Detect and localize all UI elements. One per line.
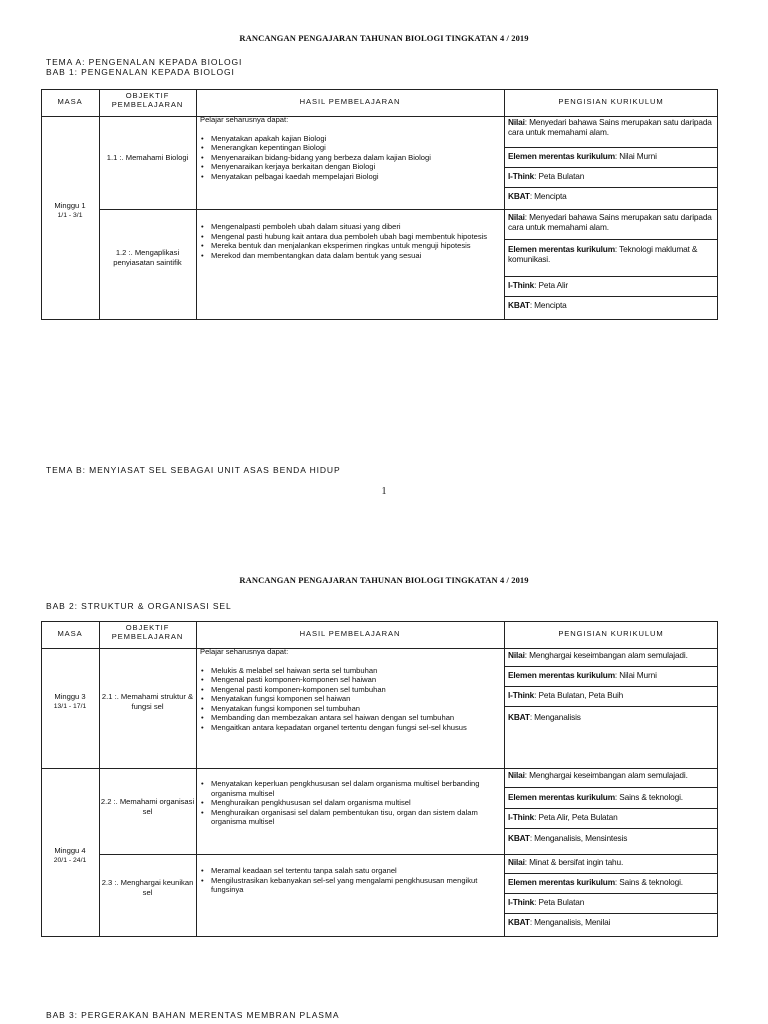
- kur-nilai: Nilai: Menyedari bahawa Sains merupakan satu daripada cara untuk memahami alam.: [508, 212, 712, 233]
- kur-elemen: Elemen merentas kurikulum: Teknologi maklumat & komunikasi.: [508, 244, 698, 265]
- objective-1-2: 1.2 :. Mengaplikasi penyiasatan saintifik: [113, 248, 182, 267]
- kur-nilai: Nilai: Menghargai keseimbangan alam semulajadi.: [508, 770, 688, 780]
- outcome-item: • Menyatakan fungsi komponen sel tumbuhan: [200, 704, 500, 714]
- outcomes-2-3: [200, 866, 500, 895]
- outcome-item: • Melukis & melabel sel haiwan serta sel tumbuhan: [200, 666, 500, 676]
- header-objektif: OBJEKTIF PEMBELAJARAN: [111, 91, 184, 109]
- page2-bab-heading: BAB 2: STRUKTUR & ORGANISASI SEL: [46, 601, 232, 611]
- week-label: Minggu 1: [54, 201, 86, 210]
- week-label: Minggu 3: [54, 692, 86, 701]
- header-pengisian: PENGISIAN KURIKULUM: [558, 97, 664, 106]
- kur-elemen: Elemen merentas kurikulum: Sains & teknologi.: [508, 877, 683, 887]
- outcome-item: • Mengenal pasti komponen-komponen sel haiwan: [200, 675, 500, 685]
- objective-2-3: 2.3 :. Menghargai keunikan sel: [101, 878, 194, 897]
- outcome-item: • Menghuraikan pengkhususan sel dalam organisma multisel: [200, 798, 500, 808]
- header-hasil: HASIL PEMBELAJARAN: [299, 629, 401, 638]
- objective-2-2: 2.2 :. Memahami organisasi sel: [100, 797, 195, 816]
- page2-bab-next: BAB 3: PERGERAKAN BAHAN MERENTAS MEMBRAN PLASMA: [46, 1010, 340, 1020]
- kur-nilai: Nilai: Minat & bersifat ingin tahu.: [508, 857, 624, 867]
- outcome-item: • Menghuraikan organisasi sel dalam pembentukan tisu, organ dan sistem dalam organisma multisel: [200, 808, 500, 827]
- outcomes-1-1: [200, 115, 500, 181]
- kur-kbat: KBAT: Menganalisis: [508, 712, 581, 722]
- objective-2-1: 2.1 :. Memahami struktur & fungsi sel: [101, 692, 194, 711]
- outcome-item: • Menyatakan apakah kajian Biologi: [200, 134, 500, 144]
- kur-nilai: Nilai: Menghargai keseimbangan alam semulajadi.: [508, 650, 688, 660]
- kur-elemen: Elemen merentas kurikulum: Nilai Murni: [508, 670, 657, 680]
- header-masa: MASA: [57, 629, 83, 638]
- week-dates: 20/1 - 24/1: [53, 856, 87, 864]
- page1-bab-heading: BAB 1: PENGENALAN KEPADA BIOLOGI: [46, 67, 235, 77]
- outcome-item: • Mengenal pasti hubung kait antara dua pemboleh ubah bagi membentuk hipotesis: [200, 232, 500, 242]
- outcome-item: • Menyatakan pelbagai kaedah mempelajari Biologi: [200, 172, 500, 182]
- kur-kbat: KBAT: Menganalisis, Mensintesis: [508, 833, 628, 843]
- kur-kbat: KBAT: Mencipta: [508, 300, 567, 310]
- outcome-intro: Pelajar seharusnya dapat:: [200, 647, 289, 656]
- header-objektif: OBJEKTIF PEMBELAJARAN: [111, 623, 184, 641]
- kur-elemen: Elemen merentas kurikulum: Nilai Murni: [508, 151, 657, 161]
- outcome-item: • Menyatakan fungsi komponen sel haiwan: [200, 694, 500, 704]
- outcome-item: • Mereka bentuk dan menjalankan eksperimen ringkas untuk menguji hipotesis: [200, 241, 500, 251]
- week-label: Minggu 4: [54, 846, 86, 855]
- week-1: [41, 201, 99, 220]
- outcomes-2-2: [200, 779, 500, 827]
- page2-title: RANCANGAN PENGAJARAN TAHUNAN BIOLOGI TINGKATAN 4 / 2019: [239, 575, 529, 585]
- week-dates: 13/1 - 17/1: [53, 702, 87, 710]
- header-masa: MASA: [57, 97, 83, 106]
- kur-ithink: I-Think: Peta Bulatan: [508, 171, 585, 181]
- page1-tema-next: TEMA B: MENYIASAT SEL SEBAGAI UNIT ASAS BENDA HIDUP: [46, 465, 341, 475]
- outcome-item: • Membanding dan membezakan antara sel haiwan dengan sel tumbuhan: [200, 713, 500, 723]
- week-3: [41, 692, 99, 711]
- kur-kbat: KBAT: Mencipta: [508, 191, 567, 201]
- outcomes-2-1: [200, 647, 500, 733]
- kur-nilai: Nilai: Menyedari bahawa Sains merupakan satu daripada cara untuk memahami alam.: [508, 117, 712, 138]
- outcome-item: • Mengilustrasikan kebanyakan sel-sel yang mengalami pengkhususan mengikut fungsinya: [200, 876, 500, 895]
- outcomes-1-2: [200, 222, 500, 260]
- kur-ithink: I-Think: Peta Bulatan: [508, 897, 585, 907]
- outcome-item: • Menyenaraikan kerjaya berkaitan dengan Biologi: [200, 162, 500, 172]
- outcome-item: • Menyenaraikan bidang-bidang yang berbeza dalam kajian Biologi: [200, 153, 500, 163]
- outcome-item: • Meramal keadaan sel tertentu tanpa salah satu organel: [200, 866, 500, 876]
- outcome-intro: Pelajar seharusnya dapat:: [200, 115, 289, 124]
- page-number: 1: [381, 486, 387, 497]
- kur-kbat: KBAT: Menganalisis, Menilai: [508, 917, 611, 927]
- week-4: [41, 846, 99, 865]
- outcome-item: • Mengaitkan antara kepadatan organel tertentu dengan fungsi sel-sel khusus: [200, 723, 500, 733]
- outcome-item: • Mengenalpasti pemboleh ubah dalam situasi yang diberi: [200, 222, 500, 232]
- kur-ithink: I-Think: Peta Alir, Peta Bulatan: [508, 812, 618, 822]
- outcome-item: • Merekod dan membentangkan data dalam bentuk yang sesuai: [200, 251, 500, 261]
- kur-elemen: Elemen merentas kurikulum: Sains & teknologi.: [508, 792, 683, 802]
- outcome-item: • Menyatakan keperluan pengkhususan sel dalam organisma multisel berbanding organisma multisel: [200, 779, 500, 798]
- page1-tema-heading: TEMA A: PENGENALAN KEPADA BIOLOGI: [46, 57, 243, 67]
- outcome-item: • Mengenal pasti komponen-komponen sel tumbuhan: [200, 685, 500, 695]
- kur-ithink: I-Think: Peta Bulatan, Peta Buih: [508, 690, 624, 700]
- header-hasil: HASIL PEMBELAJARAN: [299, 97, 401, 106]
- week-dates: 1/1 - 3/1: [57, 211, 83, 219]
- objective-1-1: 1.1 :. Memahami Biologi: [106, 153, 189, 162]
- page1-title: RANCANGAN PENGAJARAN TAHUNAN BIOLOGI TINGKATAN 4 / 2019: [239, 33, 529, 43]
- outcome-item: • Menerangkan kepentingan Biologi: [200, 143, 500, 153]
- kur-ithink: I-Think: Peta Alir: [508, 280, 569, 290]
- header-pengisian: PENGISIAN KURIKULUM: [558, 629, 664, 638]
